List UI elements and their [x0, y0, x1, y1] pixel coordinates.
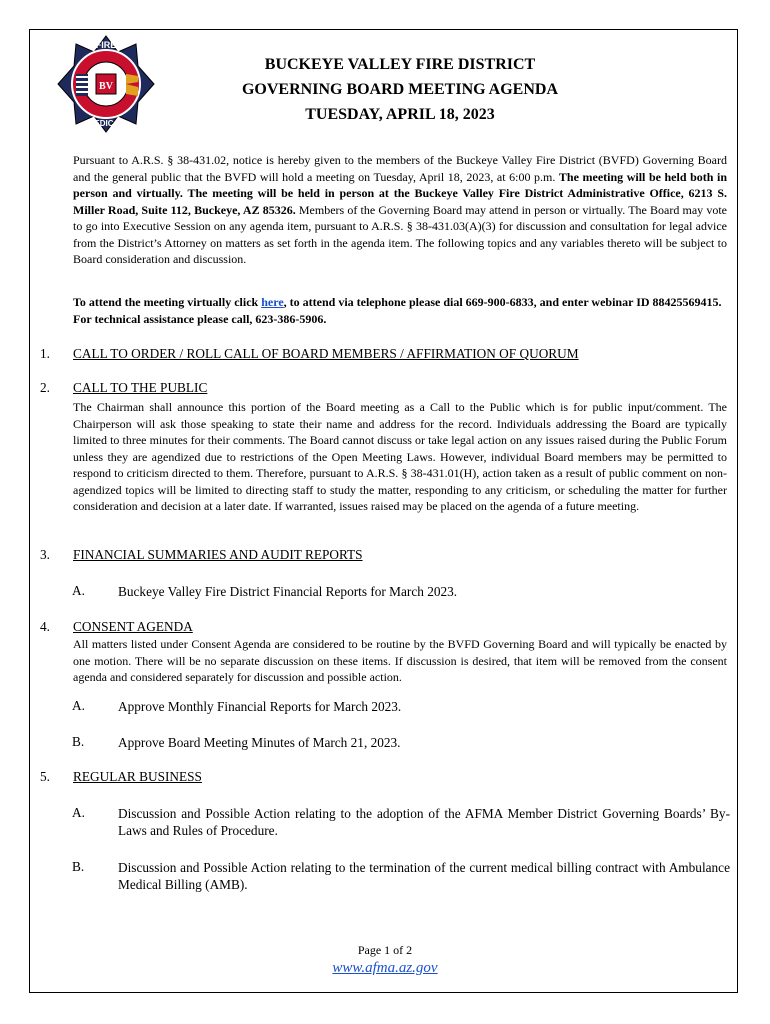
- item-3-number: 3.: [40, 547, 50, 562]
- virtual-meeting-link[interactable]: here: [261, 295, 284, 309]
- item-3-sub-a-text: Buckeye Valley Fire District Financial Reports for March 2023.: [118, 584, 458, 599]
- item-2-number: 2.: [40, 380, 50, 395]
- fire-district-logo: [56, 34, 156, 134]
- item-3-sub-a-letter: A.: [72, 583, 85, 598]
- intro-paragraph: Pursuant to A.R.S. § 38-431.02, notice is hereby given to the members of the Buckeye Valley Fire District (BVFD) Governing Board and the general public that the BVFD will hold a meeting on Tuesday, April 18, 2023, at 6:00 p.m. The meeting will be held both in person and virtually. The meeting will be held in person at the Buckeye Valley Fire District Administrative Office, 6213 S. Miller Road, Suite 112, Buckeye, AZ 85326. Members of the Governing Board may attend in person or virtually. The Board may vote to go into Executive Session on any agenda item, pursuant to A.R.S. § 38-431.03(A)(3) for discussion and consultation for legal advice from the District’s Attorney on matters as set forth in the agenda item. The following topics and any variables thereto will be subject to Board consideration and discussion.: [73, 153, 727, 266]
- item-2-heading: CALL TO THE PUBLIC: [73, 380, 208, 395]
- item-1-number: 1.: [40, 346, 50, 361]
- item-4-sub-a-letter: A.: [72, 698, 85, 713]
- item-4-heading: CONSENT AGENDA: [73, 619, 193, 634]
- item-1-heading: CALL TO ORDER / ROLL CALL OF BOARD MEMBERS / AFFIRMATION OF QUORUM: [73, 346, 579, 361]
- title-line-1: BUCKEYE VALLEY FIRE DISTRICT: [264, 56, 536, 73]
- item-5-sub-b-letter: B.: [72, 859, 85, 874]
- item-4-sub-b-letter: B.: [72, 734, 85, 749]
- attend-instructions: To attend the meeting virtually click here, to attend via telephone please dial 669-900-6833, and enter webinar ID 88425569415. For technical assistance please call, 623-386-5906.: [73, 295, 722, 326]
- item-5-number: 5.: [40, 769, 50, 784]
- document-title: [190, 52, 610, 127]
- item-2-body: The Chairman shall announce this portion of the Board meeting as a Call to the Public which is for public input/comment. The Chairperson will ask those speaking to state their name and address for the record. Individuals addressing the Board are typically limited to three minutes for their comments. The Board cannot discuss or take legal action on any issues raised during the Public Forum unless they are agendized due to restrictions of the Open Meeting Laws. However, individual Board members may be permitted to respond to criticism directed to them. Therefore, pursuant to A.R.S. § 38-431.01(H), action taken as a result of public comment on non-agendized topics will be limited to directing staff to study the matter, responding to any criticism, or scheduling the matter for further consideration and decision at a later date. If warranted, issues raised may be placed on the agenda of a future meeting.: [73, 400, 727, 513]
- item-5-heading: REGULAR BUSINESS: [73, 769, 202, 784]
- svg-text:FIRE: FIRE: [95, 40, 117, 50]
- page-number: Page 1 of 2: [357, 943, 413, 957]
- item-4-body: All matters listed under Consent Agenda are considered to be routine by the BVFD Governing Board and will typically be enacted by one motion. There will be no separate discussion on these items. If discussion is desired, that item will be removed from the consent agenda and considered separately for discussion and possible action.: [73, 637, 727, 684]
- item-4-sub-a-text: Approve Monthly Financial Reports for March 2023.: [118, 699, 402, 714]
- item-5-sub-a-text: Discussion and Possible Action relating to the adoption of the AFMA Member District Governing Boards’ By-Laws and Rules of Procedure.: [118, 806, 730, 838]
- item-4-sub-b-text: Approve Board Meeting Minutes of March 21, 2023.: [118, 735, 401, 750]
- title-line-3: TUESDAY, APRIL 18, 2023: [305, 106, 495, 123]
- svg-text:MEDICAL: MEDICAL: [87, 119, 125, 128]
- svg-text:BV: BV: [99, 81, 113, 92]
- item-4-number: 4.: [40, 619, 50, 634]
- item-3-heading: FINANCIAL SUMMARIES AND AUDIT REPORTS: [73, 547, 363, 562]
- item-5-sub-a-letter: A.: [72, 805, 85, 820]
- item-5-sub-b-text: Discussion and Possible Action relating to the termination of the current medical billing contract with Ambulance Medical Billing (AMB).: [118, 860, 730, 892]
- title-line-2: GOVERNING BOARD MEETING AGENDA: [241, 81, 559, 98]
- footer-website-link[interactable]: www.afma.az.gov: [332, 960, 438, 976]
